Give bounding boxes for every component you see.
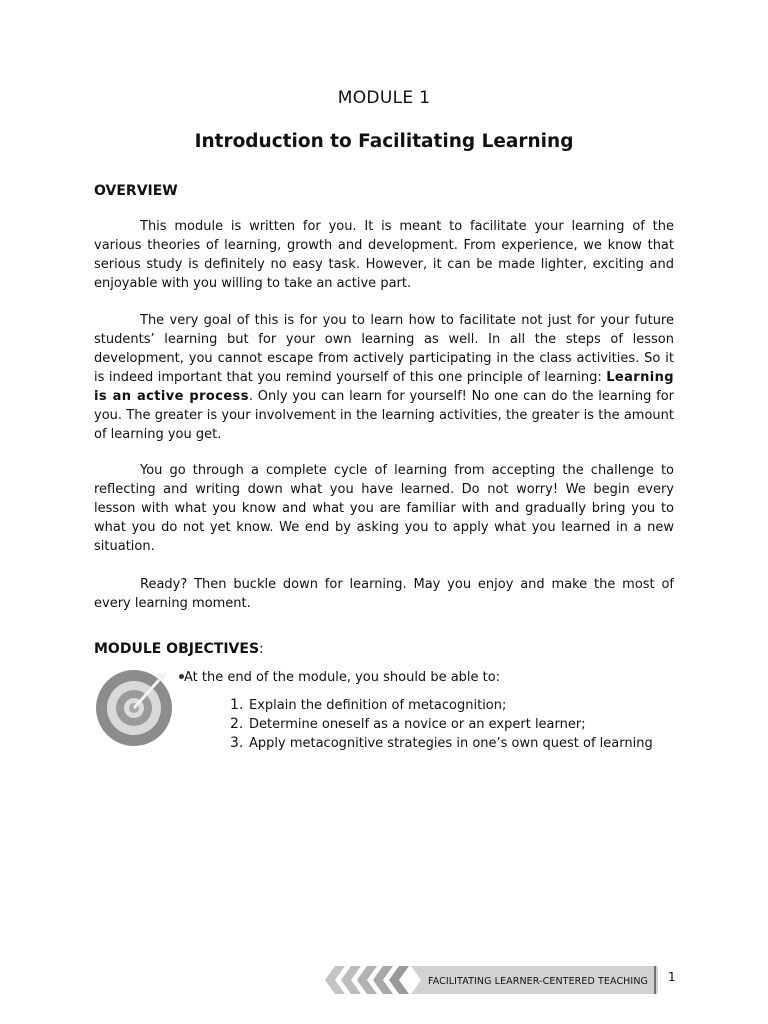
objectives-heading-colon: : <box>259 641 264 657</box>
list-item <box>230 696 653 715</box>
footer-banner-text: FACILITATING LEARNER-CENTERED TEACHING <box>428 976 648 987</box>
list-item-text: Explain the definition of metacognition; <box>249 698 507 713</box>
principle-bold-phrase: Learning is an active process <box>94 370 674 404</box>
module-title: Introduction to Facilitating Learning <box>194 131 574 152</box>
objectives-intro: At the end of the module, you should be able to: <box>184 670 501 685</box>
objectives-heading <box>94 641 264 657</box>
target-icon <box>93 668 177 746</box>
list-item <box>230 734 653 753</box>
list-item-number: 3. <box>230 735 244 751</box>
overview-paragraph-3: You go through a complete cycle of learning from accepting the challenge to reflecting and writing down what you have learned. Do not worry! We begin every lesson with what you know and what you are familiar with and gradually bring you to what you do not yet know. We end by asking you to apply what you learned in a new situation. <box>94 463 674 554</box>
overview-paragraph-4: Ready? Then buckle down for learning. May you enjoy and make the most of every learning moment. <box>94 577 674 611</box>
list-item-text: Determine oneself as a novice or an expert learner; <box>249 717 586 732</box>
objectives-heading-text: MODULE OBJECTIVES <box>94 641 260 657</box>
objectives-list <box>230 696 653 753</box>
overview-paragraph-2 <box>94 311 674 444</box>
list-item-number: 1. <box>230 697 244 713</box>
list-item-text: Apply metacognitive strategies in one’s own quest of learning <box>249 736 653 751</box>
list-item <box>230 715 653 734</box>
module-label: MODULE 1 <box>337 88 431 108</box>
paragraph-2-text-before: The very goal of this is for you to learn how to facilitate not just for your future students’ learning but for your own learning as well. In all the steps of lesson development, you cannot escape from actively participating in the class activities. So it is indeed important that you remind yourself of this one principle of learning: <box>94 313 674 385</box>
chevron-icon <box>389 966 409 994</box>
paragraph-2-text-after: . Only you can learn for yourself! No one can do the learning for you. The greater is your involvement in the learning activities, the greater is the amount of learning you get. <box>94 389 674 442</box>
overview-paragraph-1: This module is written for you. It is meant to facilitate your learning of the various theories of learning, growth and development. From experience, we know that serious study is definitely no easy task. However, it can be made lighter, exciting and enjoyable with you willing to take an active part. <box>94 219 674 291</box>
list-item-number: 2. <box>230 716 244 732</box>
overview-heading: OVERVIEW <box>94 183 178 199</box>
page-number: 1 <box>668 970 676 984</box>
